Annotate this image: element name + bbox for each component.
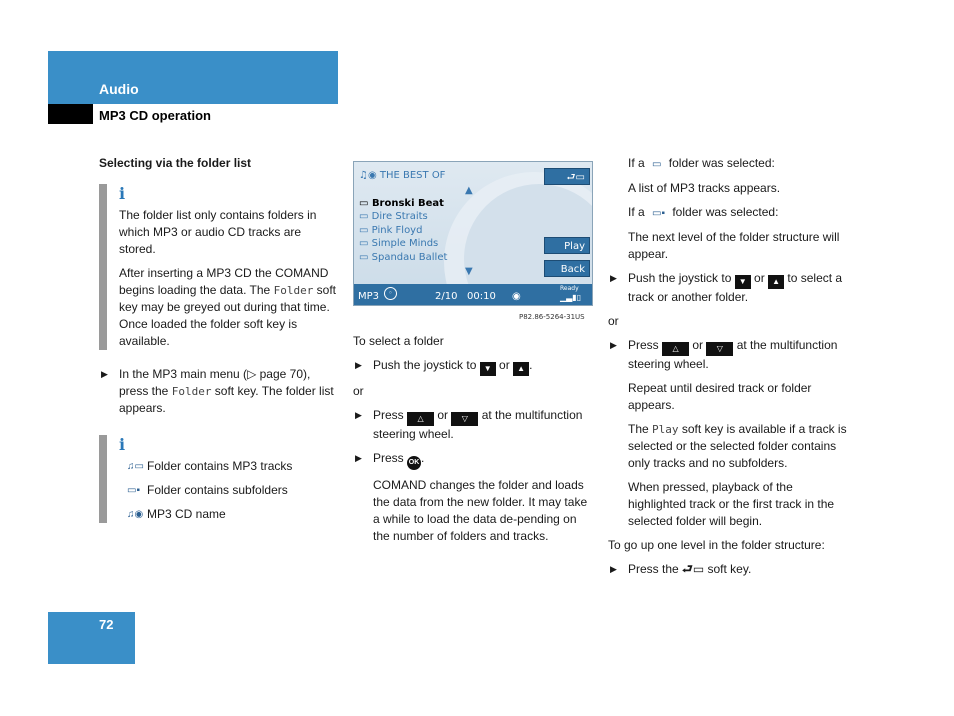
instruction-bullet: ▶ Push the joystick to ▼ or ▲ . bbox=[353, 357, 593, 376]
header-band bbox=[48, 51, 338, 104]
paragraph: The Play soft key is available if a track is selected or the selected folder contains only tracks and no subfolders. bbox=[628, 422, 847, 470]
legend-item: ♫◉ MP3 CD name bbox=[127, 507, 226, 521]
section-title: Audio bbox=[99, 81, 139, 97]
folder-sub-icon: ▭▪ bbox=[127, 485, 140, 496]
page-ref-arrow-icon: ▷ bbox=[247, 367, 257, 381]
folder-sub-icon: ▭▪ bbox=[652, 208, 666, 219]
paragraph: A list of MP3 tracks appears. bbox=[628, 181, 781, 195]
column-left bbox=[99, 155, 339, 539]
info-note bbox=[99, 184, 339, 350]
comand-screen bbox=[353, 161, 593, 306]
folder-list-item: ▭ Simple Minds bbox=[359, 238, 439, 249]
paragraph: or bbox=[608, 314, 619, 328]
joystick-up-icon: ▲ bbox=[768, 275, 784, 289]
folder-up-softkey[interactable]: ⮐▭ bbox=[544, 168, 590, 185]
bullet-arrow-icon: ▶ bbox=[610, 273, 617, 283]
screen-title: ♫◉ THE BEST OF bbox=[359, 170, 446, 181]
info-icon: i bbox=[119, 435, 126, 454]
status-ready: Ready bbox=[560, 285, 579, 292]
legend-note bbox=[99, 435, 339, 523]
paragraph: To go up one level in the folder structure: bbox=[608, 538, 825, 552]
softkey-label: Folder bbox=[273, 284, 314, 297]
bullet-arrow-icon: ▶ bbox=[610, 564, 617, 574]
softkey-label: Folder bbox=[171, 385, 212, 398]
figure-caption: P82.86-5264-31US bbox=[519, 313, 585, 321]
bullet-arrow-icon: ▶ bbox=[101, 369, 108, 379]
paragraph: COMAND changes the folder and loads the data from the new folder. It may take a while to load the data de-pending on the number of folders and tracks. bbox=[373, 478, 588, 543]
instruction-bullet: ▶ Press △ or ▽ at the multifunction steering wheel. bbox=[610, 338, 838, 371]
back-softkey[interactable]: Back bbox=[544, 260, 590, 277]
wheel-down-button-icon: ▽ bbox=[706, 342, 733, 356]
info-icon: i bbox=[119, 184, 126, 203]
wheel-up-button-icon: △ bbox=[407, 412, 434, 426]
paragraph: If a ▭▪ folder was selected: bbox=[628, 205, 779, 219]
folder-list-item: ▭ Dire Straits bbox=[359, 211, 428, 222]
instruction-bullet: ▶ Press OK . bbox=[353, 450, 593, 470]
paragraph: or bbox=[353, 384, 364, 398]
folder-list-item: ▭ Spandau Ballet bbox=[359, 252, 448, 263]
joystick-down-icon: ▼ bbox=[735, 275, 751, 289]
status-time: 00:10 bbox=[467, 291, 496, 302]
paragraph: To select a folder bbox=[353, 334, 444, 348]
paragraph: When pressed, playback of the highlighted track or the first track in the selected folder will begin. bbox=[628, 480, 835, 528]
folder-list-item: ▭ Bronski Beat bbox=[359, 198, 444, 209]
column-middle bbox=[353, 333, 593, 552]
column-right bbox=[608, 155, 848, 585]
status-bar bbox=[354, 284, 592, 305]
cd-name-icon: ♫◉ bbox=[359, 170, 380, 181]
page-number-band bbox=[48, 612, 135, 664]
wheel-down-button-icon: ▽ bbox=[451, 412, 478, 426]
joystick-up-icon: ▲ bbox=[513, 362, 529, 376]
legend-item: ♫▭ Folder contains MP3 tracks bbox=[127, 459, 293, 473]
note-bar bbox=[99, 184, 107, 350]
scroll-up-icon: ▲ bbox=[465, 185, 473, 196]
softkey-label: Play bbox=[652, 423, 679, 436]
note-paragraph: The folder list only contains folders in which MP3 or audio CD tracks are stored. bbox=[119, 208, 317, 256]
header-marker bbox=[48, 104, 93, 124]
folder-mp3-icon: ▭ bbox=[652, 159, 662, 170]
instruction-bullet: ▶ In the MP3 main menu (▷ page 70), press the Folder soft key. The folder list appears. bbox=[101, 367, 334, 415]
instruction-bullet: ▶ Push the joystick to ▼ or ▲ to select a track or another folder. bbox=[610, 271, 843, 304]
cd-name-icon: ♫◉ bbox=[127, 509, 144, 520]
ok-button-icon: OK bbox=[407, 456, 421, 470]
joystick-down-icon: ▼ bbox=[480, 362, 496, 376]
signal-icon: ▁▃▮▯ bbox=[560, 293, 582, 302]
instruction-bullet: ▶ Press the ⮐▭ soft key. bbox=[610, 562, 752, 576]
note-paragraph: After inserting a MP3 CD the COMAND begins loading the data. The Folder soft key may be greyed out during that time. Once loaded the folder soft key is available. bbox=[119, 266, 337, 348]
status-track: 2/10 bbox=[435, 291, 458, 302]
cd-icon: ◦ bbox=[384, 287, 397, 300]
instruction-bullet: ▶ Press △ or ▽ at the multifunction steering wheel. bbox=[355, 408, 583, 441]
wheel-up-button-icon: △ bbox=[662, 342, 689, 356]
paragraph: Repeat until desired track or folder appears. bbox=[628, 381, 812, 412]
scroll-down-icon: ▼ bbox=[465, 266, 473, 277]
folder-mp3-icon: ♫▭ bbox=[127, 461, 144, 472]
disc-icon: ◉ bbox=[512, 291, 521, 302]
bullet-arrow-icon: ▶ bbox=[355, 360, 362, 370]
bullet-arrow-icon: ▶ bbox=[355, 410, 362, 420]
legend-item: ▭▪ Folder contains subfolders bbox=[127, 483, 288, 497]
page-number: 72 bbox=[99, 617, 114, 632]
paragraph: The next level of the folder structure will appear. bbox=[628, 230, 840, 261]
paragraph: If a ▭ folder was selected: bbox=[628, 156, 775, 170]
subsection-title: MP3 CD operation bbox=[99, 108, 211, 123]
folder-up-icon: ⮐▭ bbox=[682, 562, 705, 576]
play-softkey[interactable]: Play bbox=[544, 237, 590, 254]
bullet-arrow-icon: ▶ bbox=[355, 453, 362, 463]
bullet-arrow-icon: ▶ bbox=[610, 340, 617, 350]
folder-list-item: ▭ Pink Floyd bbox=[359, 225, 423, 236]
note-bar bbox=[99, 435, 107, 523]
section-heading: Selecting via the folder list bbox=[99, 156, 252, 170]
status-source: MP3 bbox=[358, 291, 380, 302]
